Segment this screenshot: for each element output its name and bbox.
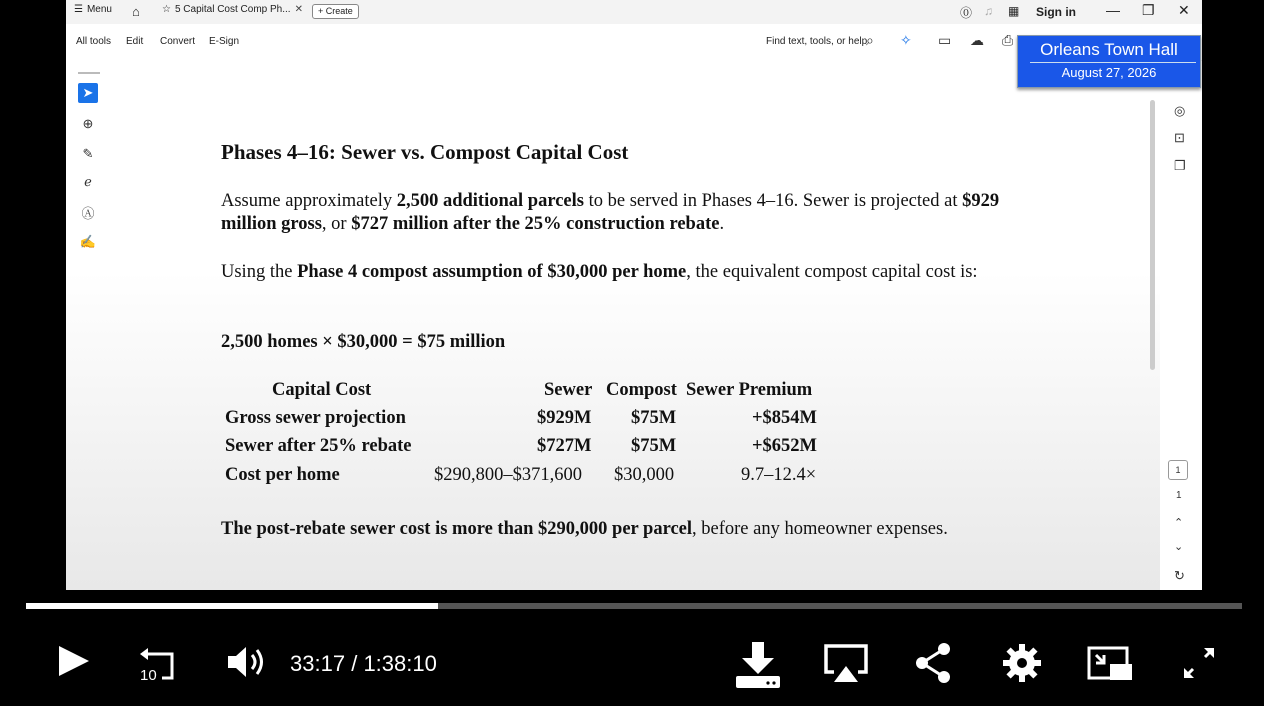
table-cell: +$652M (752, 436, 818, 456)
create-label: Create (325, 6, 353, 16)
find-input[interactable]: Find text, tools, or help (766, 36, 868, 47)
table-cell: $30,000 (614, 465, 675, 485)
comment-add-icon[interactable]: ⊕ (82, 116, 94, 131)
refresh-icon[interactable]: ↻ (1174, 568, 1185, 583)
tool-rail (66, 62, 114, 590)
bookmark-icon[interactable]: ⊡ (1174, 130, 1185, 145)
table-header-sewer-premium: Sewer Premium (686, 380, 813, 400)
equation: 2,500 homes × $30,000 = $75 million (221, 332, 506, 352)
time-separator: / (351, 651, 358, 676)
table-cell: $929M (537, 408, 592, 428)
tab-title: 5 Capital Cost Comp Ph... (174, 4, 291, 15)
search-icon[interactable]: ⌕ (866, 32, 874, 48)
sign-in-button[interactable]: Sign in (1036, 5, 1076, 19)
table-cell: 9.7–12.4× (741, 465, 817, 485)
table-header-capital-cost: Capital Cost (272, 380, 372, 400)
copy-pages-icon[interactable]: ❐ (1174, 158, 1186, 173)
time-display (290, 651, 437, 677)
star-icon[interactable]: ☆ (162, 4, 171, 15)
chevron-down-icon[interactable]: ⌄ (1174, 541, 1184, 553)
apps-grid-icon[interactable]: ▦ (1008, 4, 1020, 18)
create-button[interactable] (312, 4, 359, 19)
right-panel-rail (1162, 96, 1202, 590)
save-icon[interactable]: ▭ (938, 32, 952, 48)
paragraph-post-rebate: The post-rebate sewer cost is more than $290,000 per parcel, before any homeowner expenses. (221, 519, 948, 539)
page-title: Phases 4–16: Sewer vs. Compost Capital Cost (221, 140, 629, 164)
table-row-label: Gross sewer projection (225, 408, 406, 428)
menu-label: Menu (86, 4, 112, 15)
airplay-icon[interactable] (822, 640, 870, 691)
table-row-label: Cost per home (225, 465, 340, 485)
vertical-scrollbar[interactable] (1150, 100, 1155, 370)
table-cell: $75M (631, 408, 677, 428)
menu-button[interactable] (74, 4, 112, 15)
bell-icon[interactable]: ♫ (984, 4, 993, 18)
menu-all-tools[interactable]: All tools (76, 36, 112, 47)
current-time: 33:17 (290, 651, 346, 676)
table-cell: $75M (631, 436, 677, 456)
hamburger-icon: ☰ (74, 4, 83, 15)
fullscreen-icon[interactable] (1180, 640, 1220, 691)
seek-bar-progress (26, 603, 438, 609)
settings-gear-icon[interactable] (1000, 640, 1044, 691)
table-header-compost: Compost (606, 380, 677, 400)
page-number-input[interactable]: 1 (1168, 460, 1188, 480)
ai-chat-icon[interactable]: ◎ (1174, 103, 1186, 118)
document-tab[interactable] (162, 4, 303, 15)
share-icon[interactable] (912, 640, 956, 691)
menu-e-sign[interactable]: E-Sign (209, 36, 240, 47)
menu-edit[interactable]: Edit (126, 36, 144, 47)
volume-icon[interactable] (226, 640, 270, 689)
document-page (66, 60, 1160, 590)
svg-text:10: 10 (140, 667, 157, 684)
help-icon[interactable]: ⓪ (960, 6, 973, 20)
overlay-divider (1030, 62, 1196, 63)
minimize-icon[interactable]: — (1106, 2, 1120, 18)
play-icon[interactable] (56, 640, 92, 685)
table-row-label: Sewer after 25% rebate (225, 436, 412, 456)
location-label: Orleans Town Hall (1040, 40, 1178, 59)
paragraph-compost-assumption: Using the Phase 4 compost assumption of $30,000 per home, the equivalent compost capital cost is: (221, 262, 978, 282)
upload-cloud-icon[interactable]: ☁ (970, 32, 984, 48)
download-icon[interactable] (734, 640, 782, 695)
select-cursor-icon[interactable]: ➤ (78, 83, 98, 103)
table-cell: $727M (537, 436, 592, 456)
plus-icon: + (318, 6, 326, 16)
paragraph-parcels: Assume approximately 2,500 additional parcels to be served in Phases 4–16. Sewer is projected at $929 million gross, or $727 million after the 25% construction rebate. (221, 191, 1000, 234)
restore-icon[interactable]: ❐ (1142, 2, 1155, 18)
ai-assistant-icon[interactable]: ✧ (900, 32, 912, 48)
pdf-viewer-window (66, 0, 1202, 590)
table-cell: +$854M (752, 408, 818, 428)
table-cell: $290,800–$371,600 (434, 465, 582, 485)
location-overlay (1017, 35, 1201, 88)
text-box-icon[interactable]: Ⓐ (81, 205, 95, 221)
picture-in-picture-icon[interactable] (1086, 640, 1134, 691)
chevron-up-icon[interactable]: ⌃ (1174, 517, 1184, 529)
page-total: 1 (1176, 490, 1182, 501)
signature-icon[interactable]: ✍ (79, 234, 97, 249)
print-icon[interactable]: ⎙ (1002, 32, 1014, 48)
table-header-sewer: Sewer (544, 380, 593, 400)
rail-divider (78, 72, 100, 74)
menu-convert[interactable]: Convert (160, 36, 196, 47)
date-label: August 27, 2026 (1061, 65, 1157, 80)
close-tab-icon[interactable]: ✕ (294, 4, 303, 15)
title-bar (66, 0, 1202, 24)
close-window-icon[interactable]: ✕ (1178, 2, 1190, 18)
seek-bar[interactable] (26, 603, 1242, 609)
replay-10-icon[interactable] (136, 640, 180, 689)
highlighter-icon[interactable]: ✎ (82, 146, 94, 161)
duration: 1:38:10 (363, 651, 437, 676)
home-icon[interactable]: ⌂ (132, 4, 140, 19)
freehand-draw-icon[interactable]: ℯ (84, 174, 92, 189)
